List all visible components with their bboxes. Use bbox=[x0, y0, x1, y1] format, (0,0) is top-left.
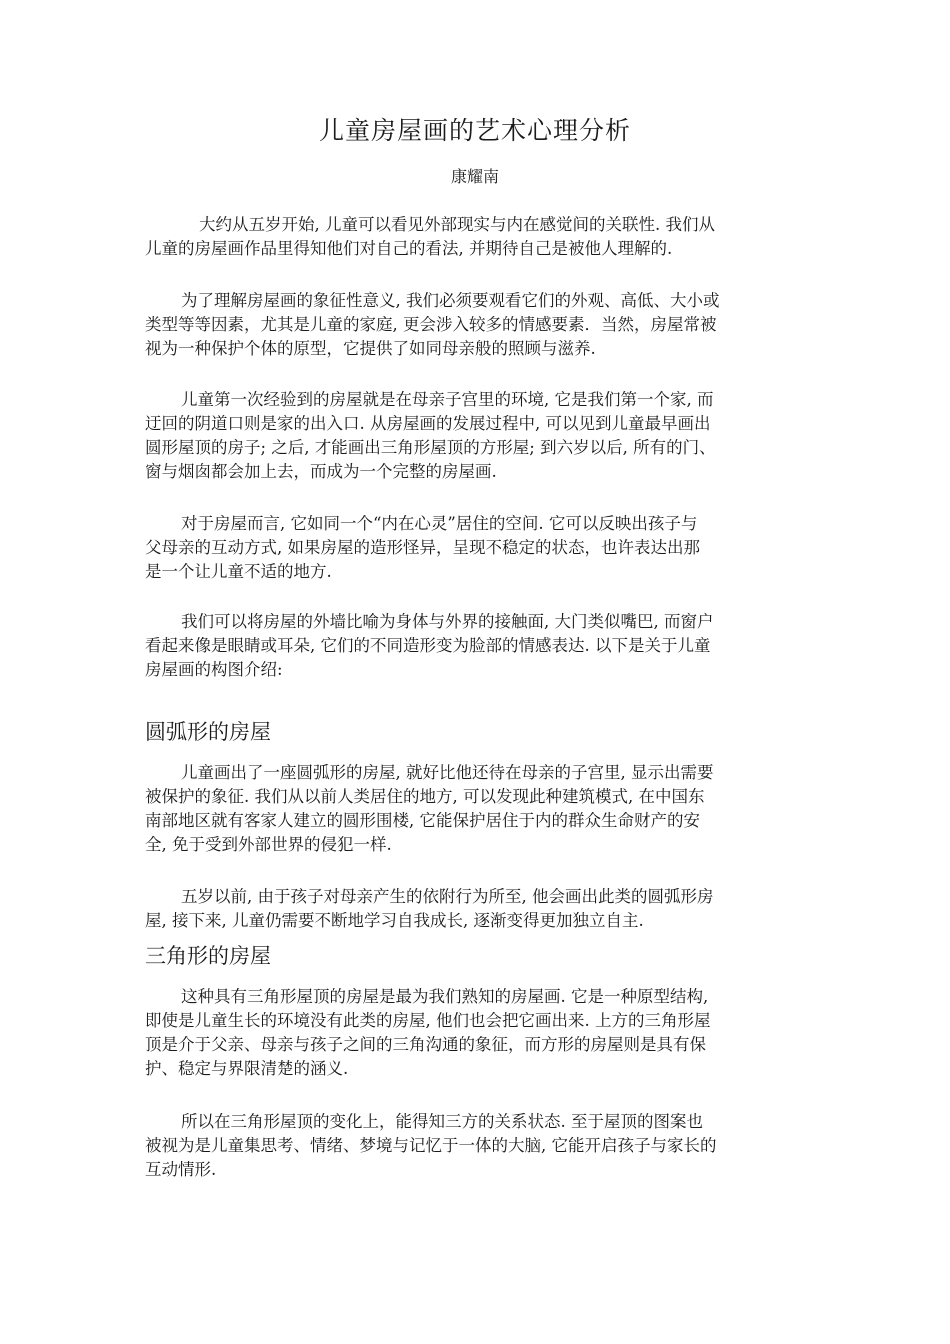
paragraph-line: 父母亲的互动方式, 如果房屋的造形怪异，呈现不稳定的状态，也许表达出那 bbox=[145, 538, 700, 557]
paragraph-line: 这种具有三角形屋顶的房屋是最为我们熟知的房屋画. 它是一种原型结构, bbox=[181, 987, 709, 1006]
paragraph-line: 对于房屋而言, 它如同一个“内在心灵”居住的空间. 它可以反映出孩子与 bbox=[181, 514, 698, 533]
paragraph-line: 屋, 接下来, 儿童仍需要不断地学习自我成长, 逐渐变得更加独立自主. bbox=[145, 911, 644, 930]
paragraph bbox=[145, 512, 810, 584]
author-name: 康耀南 bbox=[450, 167, 499, 186]
paragraph-line: 儿童画出了一座圆弧形的房屋, 就好比他还待在母亲的子宫里, 显示出需要 bbox=[181, 763, 714, 782]
section-heading: 圆弧形的房屋 bbox=[145, 720, 271, 744]
paragraph-line: 所以在三角形屋顶的变化上，能得知三方的关系状态. 至于屋顶的图案也 bbox=[181, 1112, 703, 1131]
paragraph-line: 全, 免于受到外部世界的侵犯一样. bbox=[145, 835, 392, 854]
paragraph bbox=[145, 388, 810, 484]
paragraph-line: 儿童的房屋画作品里得知他们对自己的看法, 并期待自己是被他人理解的. bbox=[145, 239, 673, 258]
paragraph-line: 窗与烟囱都会加上去，而成为一个完整的房屋画. bbox=[145, 462, 497, 481]
paragraph-line: 五岁以前, 由于孩子对母亲产生的依附行为所至, 他会画出此类的圆弧形房 bbox=[181, 887, 714, 906]
paragraph-line: 类型等等因素，尤其是儿童的家庭, 更会涉入较多的情感要素．当然，房屋常被 bbox=[145, 315, 717, 334]
paragraph-line: 看起来像是眼睛或耳朵, 它们的不同造形变为脸部的情感表达. 以下是关于儿童 bbox=[145, 636, 711, 655]
section-heading: 三角形的房屋 bbox=[145, 944, 271, 968]
paragraph bbox=[145, 213, 810, 261]
paragraph-line: 护、稳定与界限清楚的涵义. bbox=[145, 1059, 349, 1078]
paragraph bbox=[145, 761, 810, 857]
paragraph-line: 我们可以将房屋的外墙比喻为身体与外界的接触面, 大门类似嘴巴, 而窗户 bbox=[181, 612, 714, 631]
paragraph-line: 即使是儿童生长的环境没有此类的房屋, 他们也会把它画出来. 上方的三角形屋 bbox=[145, 1011, 711, 1030]
paragraph-line: 大约从五岁开始, 儿童可以看见外部现实与内在感觉间的关联性. 我们从 bbox=[199, 215, 715, 234]
paragraph-line: 视为一种保护个体的原型，它提供了如同母亲般的照顾与滋养. bbox=[145, 339, 596, 358]
paragraph bbox=[145, 885, 810, 933]
document-title: 儿童房屋画的艺术心理分析 bbox=[318, 116, 631, 145]
paragraph-line: 为了理解房屋画的象征性意义, 我们必须要观看它们的外观、高低、大小或 bbox=[181, 291, 720, 310]
paragraph bbox=[145, 289, 810, 361]
paragraph-line: 被保护的象征. 我们从以前人类居住的地方, 可以发现此种建筑模式, 在中国东 bbox=[145, 787, 705, 806]
paragraph-line: 儿童第一次经验到的房屋就是在母亲子宫里的环境, 它是我们第一个家, 而 bbox=[181, 390, 714, 409]
paragraph-line: 迂回的阴道口则是家的出入口. 从房屋画的发展过程中, 可以见到儿童最早画出 bbox=[145, 414, 711, 433]
paragraph-line: 南部地区就有客家人建立的圆形围楼, 它能保护居住于内的群众生命财产的安 bbox=[145, 811, 700, 830]
paragraph bbox=[145, 985, 810, 1081]
paragraph-line: 房屋画的构图介绍: bbox=[145, 660, 283, 679]
paragraph bbox=[145, 610, 810, 682]
paragraph-line: 互动情形. bbox=[145, 1160, 217, 1179]
paragraph-line: 顶是介于父亲、母亲与孩子之间的三角沟通的象征，而方形的房屋则是具有保 bbox=[145, 1035, 706, 1054]
paragraph-line: 是一个让儿童不适的地方. bbox=[145, 562, 332, 581]
paragraph-line: 被视为是儿童集思考、情绪、梦境与记忆于一体的大脑, 它能开启孩子与家长的 bbox=[145, 1136, 717, 1155]
paragraph bbox=[145, 1110, 810, 1182]
paragraph-line: 圆形屋顶的房子; 之后, 才能画出三角形屋顶的方形屋; 到六岁以后, 所有的门、 bbox=[145, 438, 716, 457]
